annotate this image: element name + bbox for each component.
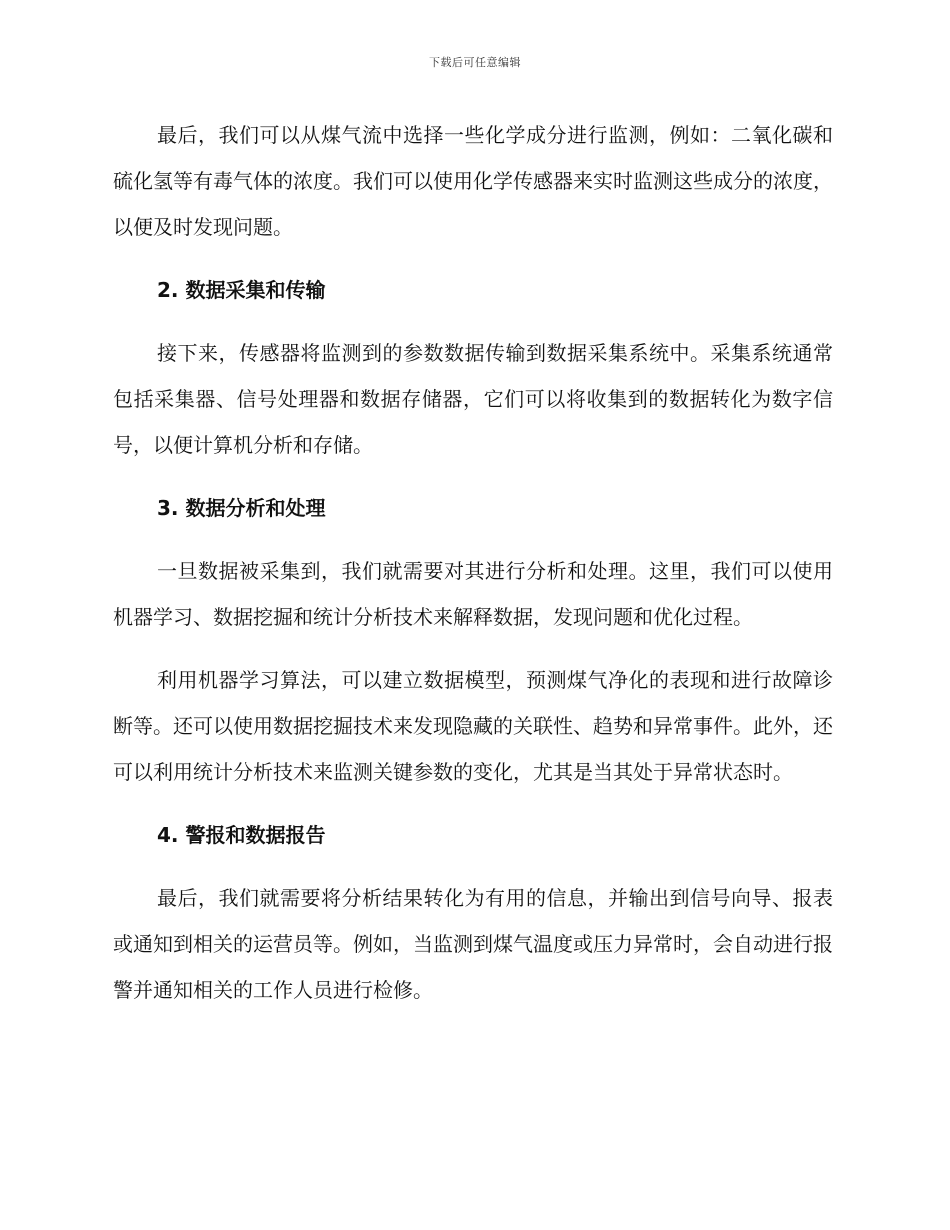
paragraph-alarm-report: 最后，我们就需要将分析结果转化为有用的信息，并输出到信号向导、报表或通知到相关的运营员等。例如，当监测到煤气温度或压力异常时，会自动进行报警并通知相关的工作人员进行检修。 xyxy=(113,886,833,1002)
paragraph-machine-learning: 利用机器学习算法，可以建立数据模型，预测煤气净化的表现和进行故障诊断等。还可以使用数据挖掘技术来发现隐藏的关联性、趋势和异常事件。此外，还可以利用统计分析技术来监测关键参数的变化，尤其是当其处于异常状态时。 xyxy=(113,668,833,784)
paragraph-chemical-monitoring: 最后，我们可以从煤气流中选择一些化学成分进行监测，例如：二氧化碳和硫化氢等有毒气体的浓度。我们可以使用化学传感器来实时监测这些成分的浓度，以便及时发现问题。 xyxy=(113,123,833,239)
document-body xyxy=(113,112,833,1030)
section-heading-data-collection: 2. 数据采集和传输 xyxy=(157,278,326,302)
paragraph-data-collection: 接下来，传感器将监测到的参数数据传输到数据采集系统中。采集系统通常包括采集器、信号处理器和数据存储器，它们可以将收集到的数据转化为数字信号，以便计算机分析和存储。 xyxy=(113,341,833,457)
section-heading-data-analysis: 3. 数据分析和处理 xyxy=(157,496,326,520)
header-note: 下载后可任意编辑 xyxy=(429,56,521,69)
section-heading-alarm-report: 4. 警报和数据报告 xyxy=(157,823,326,847)
paragraph-data-analysis: 一旦数据被采集到，我们就需要对其进行分析和处理。这里，我们可以使用机器学习、数据挖掘和统计分析技术来解释数据，发现问题和优化过程。 xyxy=(113,559,833,629)
